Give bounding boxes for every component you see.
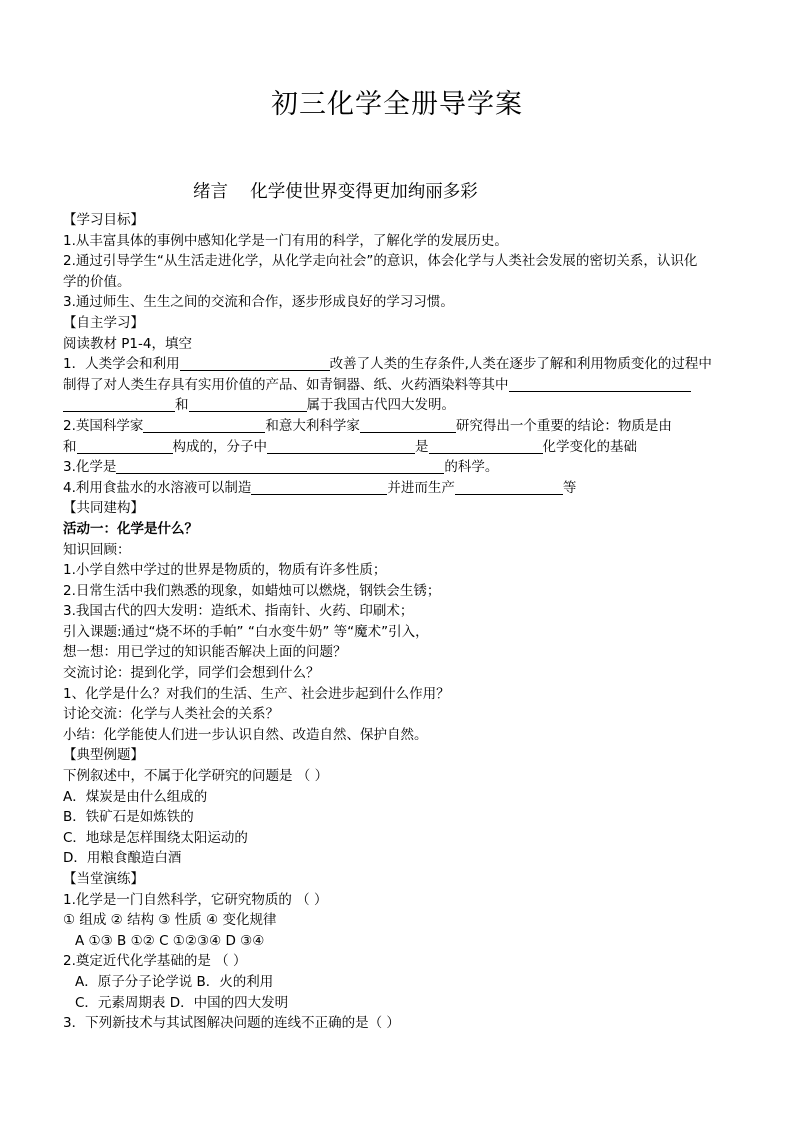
fill-blank[interactable]	[143, 418, 265, 433]
objective-3: 3.通过师生、生生之间的交流和合作，逐步形成良好的学习习惯。	[63, 294, 454, 311]
q2-text-d: 和	[63, 438, 77, 455]
fill-q4	[63, 478, 735, 499]
q2-text-g: 化学变化的基础	[542, 438, 637, 455]
co-construct-header: 【共同建构】	[63, 500, 144, 517]
review-item-2: 2.日常生活中我们熟悉的现象，如蜡烛可以燃烧，钢铁会生锈；	[63, 582, 441, 599]
example-option-c: C．地球是怎样围绕太阳运动的	[63, 829, 248, 846]
activity-title: 活动一：化学是什么？	[63, 520, 198, 537]
q2-options-cd-text: C．元素周期表 D．中国的四大发明	[75, 994, 289, 1011]
activity-question-1: 1、化学是什么？对我们的生活、生产、社会进步起到什么作用？	[63, 685, 450, 702]
document-title: 初三化学全册导学案	[271, 89, 523, 120]
q1-text-a: 1．人类学会和利用	[63, 356, 180, 373]
discuss-prompt: 交流讨论：提到化学，同学们会想到什么？	[63, 665, 320, 682]
fill-blank[interactable]	[360, 418, 456, 433]
document-body	[63, 210, 735, 1034]
q2-text-f: 是	[415, 438, 429, 455]
example-header: 【典型例题】	[63, 747, 144, 764]
q1-text-c: 制得了对人类生存具有实用价值的产品、如青铜器、纸、火药酒染料等其中	[63, 376, 509, 393]
q3-text-a: 3.化学是	[63, 459, 117, 476]
example-question: 下例叙述中，不属于化学研究的问题是 （ ）	[63, 768, 329, 785]
q1-text-e: 属于我国古代四大发明。	[306, 397, 455, 414]
practice-q2-options-ab	[63, 972, 735, 993]
think-prompt: 想一想：用已学过的知识能否解决上面的问题？	[63, 644, 347, 661]
q2-options-ab-text: A．原子分子论学说 B．火的利用	[75, 973, 274, 990]
objective-2: 2.通过引导学生“从生活走进化学，从化学走向社会”的意识，体会化学与人类社会发展的密切关系，认识化	[63, 253, 698, 270]
fill-blank[interactable]	[189, 397, 307, 412]
q4-text-b: 并进而生产	[387, 479, 455, 496]
fill-q1-line1	[63, 354, 735, 375]
practice-header: 【当堂演练】	[63, 871, 144, 887]
q1-text-b: 改善了人类的生存条件,人类在逐步了解和利用物质变化的过程中	[329, 356, 712, 373]
fill-blank[interactable]	[180, 356, 330, 371]
fill-blank[interactable]	[509, 377, 691, 392]
objective-1: 1.从丰富具体的事例中感知化学是一门有用的科学，了解化学的发展历史。	[63, 232, 508, 249]
fill-blank[interactable]	[267, 439, 415, 454]
objectives-header: 【学习目标】	[63, 212, 144, 228]
fill-q2-line1	[63, 416, 735, 437]
example-option-a: A．煤炭是由什么组成的	[63, 788, 208, 805]
fill-blank[interactable]	[455, 480, 563, 495]
self-study-header: 【自主学习】	[63, 314, 144, 331]
fill-q1-line3	[63, 395, 735, 416]
q2-text-a: 2.英国科学家	[63, 417, 144, 434]
practice-q3: 3．下列新技术与其试图解决问题的连线不正确的是（ ）	[63, 1015, 400, 1032]
q3-text-b: 的科学。	[444, 459, 499, 476]
fill-blank[interactable]	[251, 480, 387, 495]
fill-blank[interactable]	[63, 397, 175, 412]
review-item-3: 3.我国古代的四大发明：造纸术、指南针、火药、印刷术；	[63, 603, 414, 620]
self-study-intro: 阅读教材 P1-4，填空	[63, 335, 192, 352]
fill-blank[interactable]	[116, 459, 444, 474]
practice-q2-options-cd	[63, 993, 735, 1014]
summary: 小结：化学能使人们进一步认识自然、改造自然、保护自然。	[63, 726, 428, 743]
q1-options-text: A ①③ B ①② C ①②③④ D ③④	[75, 932, 265, 949]
q2-text-e: 构成的，分子中	[172, 438, 267, 455]
example-option-b: B．铁矿石是如炼铁的	[63, 809, 194, 826]
practice-q1-options	[63, 931, 735, 952]
practice-q1-items: ① 组成 ② 结构 ③ 性质 ④ 变化规律	[63, 912, 277, 929]
q4-text-c: 等	[562, 479, 577, 496]
lesson-subtitle: 绪言 化学使世界变得更加绚丽多彩	[193, 182, 478, 202]
example-option-d: D．用粮食酿造白酒	[63, 850, 182, 867]
intro-topic: 引入课题:通过“烧不坏的手帕” “白水变牛奶” 等“魔术”引入，	[63, 623, 429, 640]
objective-2-cont: 学的价值。	[63, 273, 131, 290]
review-item-1: 1.小学自然中学过的世界是物质的，物质有许多性质；	[63, 562, 387, 579]
review-label: 知识回顾：	[63, 541, 131, 558]
fill-q3	[63, 457, 735, 478]
fill-blank[interactable]	[77, 439, 173, 454]
practice-q1: 1.化学是一门自然科学，它研究物质的 （ ）	[63, 891, 328, 908]
q2-text-c: 研究得出一个重要的结论：物质是由	[455, 417, 672, 434]
fill-q2-line2	[63, 437, 735, 458]
q1-text-d: 和	[175, 397, 189, 414]
discuss-prompt-2: 讨论交流：化学与人类社会的关系？	[63, 706, 279, 723]
q2-text-b: 和意大利科学家	[265, 417, 360, 434]
practice-q2: 2.奠定近代化学基础的是 （ ）	[63, 953, 247, 970]
fill-blank[interactable]	[429, 439, 543, 454]
fill-q1-line2	[63, 375, 735, 396]
q4-text-a: 4.利用食盐水的水溶液可以制造	[63, 479, 252, 496]
